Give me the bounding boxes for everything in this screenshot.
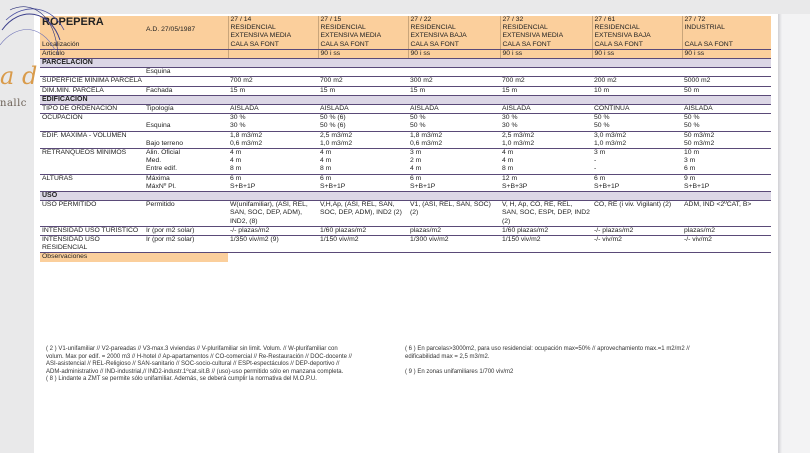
cell-value: 50 % (682, 122, 771, 131)
note-line: ( 6 ) En parcelas>3000m2, para uso residencial: ocupación max=50% // aprovechamiento max.=1 m2/m2 // (405, 346, 690, 352)
cell-value: 4 m (230, 157, 242, 165)
cell-value: 3 m (684, 157, 696, 165)
cell-value: - (594, 157, 597, 165)
cell-value: S+B+1P (408, 183, 500, 192)
cell-value: V,H,Ap, (ASI, REL, SAN, SOC, DEP, ADM), IND2 (2) (318, 201, 408, 227)
row-sublabel: Esquina (144, 68, 228, 77)
cell-value: 2,5 m3/m2 (320, 131, 353, 139)
localizacion-label: Localización (40, 41, 144, 50)
cell-value: 30 % (502, 114, 518, 122)
notes-left (46, 346, 386, 384)
cell-value: -/- viv/m2 (592, 236, 682, 253)
localizacion-value: CALA SA FONT (592, 41, 682, 50)
note-line: ( 9 ) En zonas unifamiliares 1/700 viv/m2 (405, 369, 514, 376)
row-label: SUPERFICIE MÍNIMA PARCELA (40, 77, 144, 86)
header-row-codes (40, 16, 771, 24)
section-parcelacion: PARCELACIÓN (40, 59, 771, 68)
brand-subtext: nallc (0, 98, 27, 109)
articulo-value: 90 i ss (500, 49, 592, 58)
articulo-value: 90 i ss (592, 49, 682, 58)
row-tipo (40, 105, 771, 114)
cell-value: 50 % (6) (318, 122, 408, 131)
row-label: INTENSIDAD USO RESIDENCIAL (40, 236, 144, 253)
cell-value: 6 m (410, 174, 422, 182)
row-intensidad-turistico (40, 226, 771, 235)
zone-type: RESIDENCIAL EXTENSIVA MEDIA (500, 24, 592, 40)
cell-value: 1/60 plazas/m2 (500, 226, 592, 235)
cell-value: AISLADA (228, 105, 318, 114)
cell-value: plazas/m2 (408, 226, 500, 235)
cell-value: 50 % (6) (320, 114, 346, 122)
cell-value: 9 m (684, 174, 696, 182)
row-superficie (40, 77, 771, 86)
row-sublabel: Ir (por m2 solar) (144, 226, 228, 235)
row-sublabel: Esquina (144, 122, 228, 131)
row-sublabel: Entre edif. (144, 165, 228, 174)
cell-value: 15 m (408, 86, 500, 95)
row-intensidad-residencial (40, 236, 771, 253)
zone-type: RESIDENCIAL EXTENSIVA MEDIA (318, 24, 408, 40)
cell-value: 1/150 viv/m2 (318, 236, 408, 253)
row-alturas-max (40, 174, 771, 183)
cell-value: 50 m3/m2 (684, 131, 715, 139)
cell-value: 4 m (408, 165, 500, 174)
cell-value: 1/60 plazas/m2 (318, 226, 408, 235)
note-line: volum. Max por edif. = 2000 m3 // H-hotel // Ap-apartamentos // CO-comercial // Re-Restauración // DOC-docente // (46, 353, 352, 360)
cell-value: 50 % (408, 122, 500, 131)
zone-code: 27 / 15 (318, 16, 408, 24)
row-sublabel: Permitido (144, 201, 228, 227)
header-row-articulo (40, 49, 771, 58)
zone-code: 27 / 61 (592, 16, 682, 24)
cell-value: V, H, Ap, CO, RE, REL, SAN, SOC, ESPt, DEP, IND2 (2) (500, 201, 592, 227)
zone-code: 27 / 22 (408, 16, 500, 24)
zone-title: ROPEPERA (40, 16, 144, 41)
row-edif (40, 131, 771, 140)
cell-value: S+B+1P (318, 183, 408, 192)
cell-value: S+B+3P (500, 183, 592, 192)
cell-value: 700 m2 (318, 77, 408, 86)
cell-value: 2 m (410, 157, 422, 165)
row-sublabel: Med. (146, 157, 162, 165)
cell-value: -/- viv/m2 (682, 236, 771, 253)
cell-value: 4 m (320, 157, 332, 165)
cell-value: 4 m (320, 149, 332, 157)
cell-value: 50 % (684, 114, 700, 122)
zone-type: RESIDENCIAL EXTENSIVA MEDIA (228, 24, 318, 40)
section-uso: USO (40, 192, 771, 201)
cell-value: 8 m (500, 165, 592, 174)
cell-value: 300 m2 (408, 77, 500, 86)
cell-value: 50 m3/m2 (682, 140, 771, 149)
zone-type: INDUSTRIAL (682, 24, 771, 40)
articulo-value: 90 i ss (408, 49, 500, 58)
row-ocupacion (40, 114, 771, 123)
page-shadow (778, 14, 782, 453)
cell-value: 1,0 m3/m2 (318, 140, 408, 149)
note-line: ADM-administrativo // IND-industrial,// IND2-industr.1ºcat.sit.B // (uso)-uso permitido sólo en manzana completa. (46, 368, 344, 375)
localizacion-value: CALA SA FONT (408, 41, 500, 50)
row-label: INTENSIDAD USO TURÍSTICO (40, 226, 144, 235)
zone-code: 27 / 72 (682, 16, 771, 24)
cell-value: 4 m (502, 157, 514, 165)
cell-value: 700 m2 (500, 77, 592, 86)
note-line (405, 361, 735, 369)
row-ocupacion-esquina (40, 122, 771, 131)
cell-value: 200 m2 (592, 77, 682, 86)
page-margin (778, 14, 810, 453)
zoning-table (40, 16, 771, 262)
note-line: ( 8 ) Lindante a ZMT se permite sólo unifamiliar. Además, se deberá cumplir la normativa del M.O.P.U. (46, 376, 317, 383)
row-bajo-terreno (40, 140, 771, 149)
cell-value: 30 % (230, 114, 246, 122)
cell-value: 1,8 m3/m2 (230, 131, 263, 139)
row-label: RETRANQUEOS MÍNIMOS (42, 149, 127, 157)
cell-value: AISLADA (318, 105, 408, 114)
cell-value: 5000 m2 (682, 77, 771, 86)
row-dim-min (40, 86, 771, 95)
cell-value: 700 m2 (228, 77, 318, 86)
cell-value: 1,8 m3/m2 (410, 131, 443, 139)
row-sublabel: Tipología (144, 105, 228, 114)
cell-value: 6 m (230, 174, 242, 182)
cell-value: 2,5 m3/m2 (502, 131, 535, 139)
cell-value: 3 m (594, 149, 606, 157)
cell-value: 15 m (500, 86, 592, 95)
row-label: OCUPACIÓN (42, 114, 83, 122)
cell-value: 1/150 viv/m2 (500, 236, 592, 253)
articulo-value: 90 i ss (682, 49, 771, 58)
cell-value: 8 m (318, 165, 408, 174)
localizacion-value: CALA SA FONT (682, 41, 771, 50)
cell-value: S+B+1P (592, 183, 682, 192)
cell-value: AISLADA (500, 105, 592, 114)
cell-value: AISLADA (408, 105, 500, 114)
cell-value: 30 % (228, 122, 318, 131)
cell-value: CO, RE (i viv. Vigilant) (2) (592, 201, 682, 227)
row-uso-permitido (40, 201, 771, 227)
cell-value: plazas/m2 (682, 226, 771, 235)
cell-value: -/- plazas/m2 (228, 226, 318, 235)
zone-code: 27 / 32 (500, 16, 592, 24)
cell-value: 3,0 m3/m2 (594, 131, 627, 139)
note-line: ASI-asistencial // REL-Religioso // SAN-sanitario // SOC-socio-cultural // ESPt-espectáculos // DEP-deportivo // (46, 361, 340, 368)
row-observaciones-title (40, 253, 771, 262)
row-sublabel: Fachada (144, 86, 228, 95)
notes-right (405, 346, 735, 377)
row-label: USO PERMITIDO (40, 201, 144, 227)
row-sublabel: MáxNº Pl. (144, 183, 228, 192)
cell-value: -/- plazas/m2 (592, 226, 682, 235)
ad-date: A.D. 27/05/1987 (144, 24, 228, 40)
row-alturas-plantas (40, 183, 771, 192)
localizacion-value: CALA SA FONT (500, 41, 592, 50)
zone-type: RESIDENCIAL EXTENSIVA BAJA (408, 24, 500, 40)
header-row-localizacion (40, 41, 771, 50)
cell-value: 6 m (320, 174, 332, 182)
cell-value: 30 % (500, 122, 592, 131)
cell-value: 6 m (682, 165, 771, 174)
cell-value: 0,6 m3/m2 (228, 140, 318, 149)
localizacion-value: CALA SA FONT (318, 41, 408, 50)
section-edificacion: EDIFICACIÓN (40, 95, 771, 104)
cell-value: 1,0 m3/m2 (500, 140, 592, 149)
cell-value: - (592, 165, 682, 174)
cell-value: 4 m (230, 149, 242, 157)
cell-value: S+B+1P (228, 183, 318, 192)
cell-value: 50 m (682, 86, 771, 95)
cell-value: 10 m (592, 86, 682, 95)
cell-value: 1,0 m3/m2 (592, 140, 682, 149)
note-line: ( 2 ) V1-unifamiliar // V2-pareadas // V3-max.3 viviendas // V-plurifamiliar sin limit. Volum. // W-plurifamiliar con (46, 346, 338, 352)
note-line: edificabilidad max = 2,5 m3/m2. (405, 353, 490, 360)
zone-type: RESIDENCIAL EXTENSIVA BAJA (592, 24, 682, 40)
row-retranqueos-entre (40, 165, 771, 174)
brand-script: a d (0, 62, 38, 90)
row-label: ALTURAS (42, 174, 73, 182)
row-label: EDIF. MÁXIMA - VOLÚMEN (42, 131, 127, 139)
cell-value: 6 m (594, 174, 606, 182)
articulo-value: 90 i ss (318, 49, 408, 58)
articulo-label: Articulo (40, 49, 144, 58)
cell-value: CONTINUA (592, 105, 682, 114)
cell-value: AISLADA (682, 105, 771, 114)
cell-value: 0,6 m3/m2 (408, 140, 500, 149)
row-retranqueos-alin (40, 149, 771, 158)
row-esquina (40, 68, 771, 77)
cell-value: ADM, IND <2ºCAT, B> (682, 201, 771, 227)
cell-value: 12 m (502, 174, 518, 182)
articulo-value (228, 49, 318, 58)
cell-value: 15 m (228, 86, 318, 95)
cell-value: W(unifamiliar), (ASI, REL, SAN, SOC, DEP, ADM), IND2, (8) (228, 201, 318, 227)
observaciones-title: Observaciones (40, 253, 144, 262)
cell-value: 10 m (684, 149, 700, 157)
cell-value: 8 m (228, 165, 318, 174)
cell-value: V1, (ASI, REL, SAN, SOC) (2) (408, 201, 500, 227)
cell-value: 3 m (410, 149, 422, 157)
row-label: TIPO DE ORDENACIÓN (40, 105, 144, 114)
header-row-types (40, 24, 771, 40)
cell-value: 4 m (502, 149, 514, 157)
row-sublabel: Ir (por m2 solar) (144, 236, 228, 253)
cell-value: S+B+1P (682, 183, 771, 192)
cell-value: 50 % (594, 114, 610, 122)
row-sublabel: Máxima (146, 174, 170, 182)
localizacion-value: CALA SA FONT (228, 41, 318, 50)
zone-code: 27 / 14 (228, 16, 318, 24)
row-sublabel: Alin. Oficial (146, 149, 180, 157)
cell-value: 50 % (592, 122, 682, 131)
row-sublabel: Bajo terreno (144, 140, 228, 149)
row-retranqueos-med (40, 157, 771, 165)
cell-value: 50 % (410, 114, 426, 122)
row-label: DIM.MIN. PARCELA (40, 86, 144, 95)
cell-value: 1/300 viv/m2 (408, 236, 500, 253)
cell-value: 15 m (318, 86, 408, 95)
cell-value: 1/350 viv/m2 (9) (228, 236, 318, 253)
